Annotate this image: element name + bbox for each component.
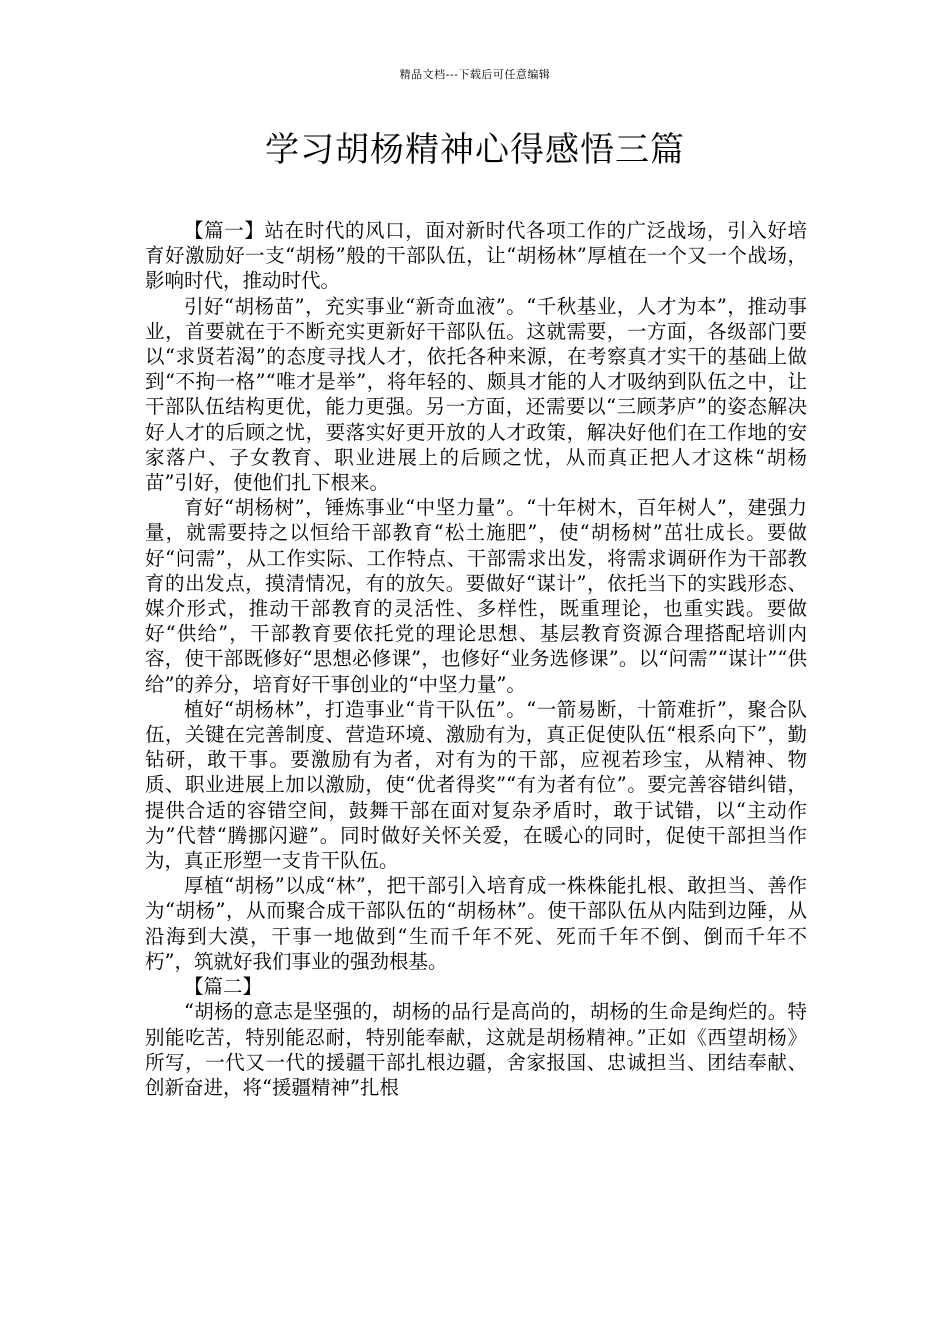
paragraph-5: 厚植“胡杨”以成“林”，把干部引入培育成一株株能扎根、敢担当、善作为“胡杨”，从而聚合成干部队伍的“胡杨林”。使干部队伍从内陆到边陲，从沿海到大漠，干事一地做到“生而千年不死、死而千年不倒、倒而千年不朽”，筑就好我们事业的强劲根基。	[145, 874, 807, 973]
paragraph-7: “胡杨的意志是坚强的，胡杨的品行是高尚的，胡杨的生命是绚烂的。特别能吃苦，特别能忍耐，特别能奉献，这就是胡杨精神。”正如《西望胡杨》所写，一代又一代的援疆干部扎根边疆，舍家报国、忠诚担当、团结奉献、创新奋进，将“援疆精神”扎根	[145, 1000, 807, 1099]
document-title: 学习胡杨精神心得感悟三篇	[265, 130, 685, 170]
paragraph-4: 植好“胡杨林”，打造事业“肯干队伍”。“一箭易断，十箭难折”，聚合队伍，关键在完善制度、营造环境、激励有为，真正促使队伍“根系向下”，勤钻研，敢干事。要激励有为者，对有为的干部，应视若珍宝，从精神、物质、职业进展上加以激励，使“优者得奖”“有为者有位”。要完善容错纠错，提供合适的容错空间，鼓舞干部在面对复杂矛盾时，敢于试错，以“主动作为”代替“腾挪闪避”。同时做好关怀关爱，在暖心的同时，促使干部担当作为，真正形塑一支肯干队伍。	[145, 697, 807, 873]
paragraph-3: 育好“胡杨树”，锤炼事业“中坚力量”。“十年树木，百年树人”，建强力量，就需要持之以恒给干部教育“松土施肥”，使“胡杨树”茁壮成长。要做好“问需”，从工作实际、工作特点、干部需求出发，将需求调研作为干部教育的出发点，摸清情况，有的放矢。要做好“谋计”，依托当下的实践形态、媒介形式，推动干部教育的灵活性、多样性，既重理论，也重实践。要做好“供给”，干部教育要依托党的理论思想、基层教育资源合理搭配培训内容，使干部既修好“思想必修课”，也修好“业务选修课”。以“问需”“谋计”“供给”的养分，培育好干事创业的“中坚力量”。	[145, 496, 807, 696]
document-body	[145, 218, 807, 1100]
section-heading-2: 【篇二】	[184, 975, 263, 999]
paragraph-2: 引好“胡杨苗”，充实事业“新奇血液”。“千秋基业，人才为本”，推动事业，首要就在于不断充实更新好干部队伍。这就需要，一方面，各级部门要以“求贤若渴”的态度寻找人才，依托各种来源，在考察真才实干的基础上做到“不拘一格”“唯才是举”，将年轻的、颇具才能的人才吸纳到队伍之中，让干部队伍结构更优，能力更强。另一方面，还需要以“三顾茅庐”的姿态解决好人才的后顾之忧，要落实好更开放的人才政策，解决好他们在工作地的安家落户、子女教育、职业进展上的后顾之忧，从而真正把人才这株“胡杨苗”引好，使他们扎下根来。	[145, 294, 807, 495]
paragraph-1: 【篇一】站在时代的风口，面对新时代各项工作的广泛战场，引入好培育好激励好一支“胡杨”般的干部队伍，让“胡杨林”厚植在一个又一个战场，影响时代，推动时代。	[145, 219, 807, 293]
page-header-note: 精品文档---下载后可任意编辑	[399, 68, 551, 81]
